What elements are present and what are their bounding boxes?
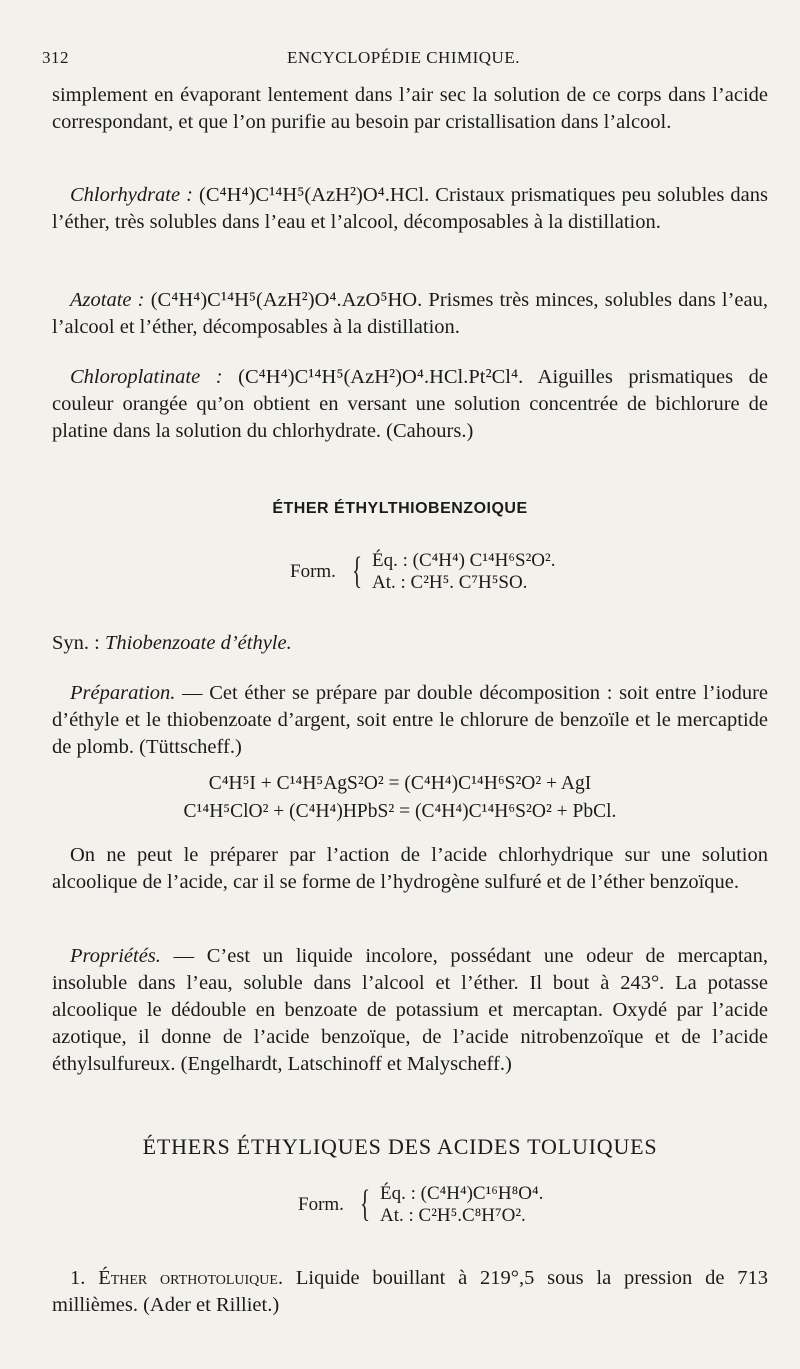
synonym-label: Syn. : <box>52 632 105 654</box>
synonym-line <box>52 630 768 657</box>
properties-text: — C’est un liquide incolore, possédant une odeur de mercaptan, insoluble dans l’eau, soluble dans l’alcool et l’éther. Il bout à 243°. La potasse alcoolique le dédouble en benzoate de potassium et mercaptan. Oxydé par l’acide azotique, il donne de l’acide benzoïque, de l’acide nitrobenzoïque et de l’acide éthylsulfureux. (Engelhardt, Latschinoff et Malyscheff.) <box>52 945 768 1075</box>
chlorhydrate-text: Cristaux prismatiques peu solubles dans l’éther, très solubles dans l’eau et l’alcool, décomposables à la distillation. <box>52 184 768 233</box>
brace-glyph: { <box>352 550 363 592</box>
preparation-text: — Cet éther se prépare par double décomposition : soit entre l’iodure d’éthyle et le thiobenzoate d’argent, soit entre le chlorure de benzoïle et le mercaptide de plomb. (Tüttscheff.) <box>52 682 768 758</box>
orthotoluique-paragraph <box>52 1265 768 1319</box>
brace-glyph-2: { <box>360 1183 371 1225</box>
chloroplatinate-label: Chloroplatinate : <box>70 366 223 388</box>
chlorhydrate-label: Chlorhydrate : <box>70 184 193 206</box>
formula-eq-2: Éq. : (C⁴H⁴)C¹⁶H⁸O⁴. <box>380 1183 544 1204</box>
item-text: Liquide bouillant à 219°,5 sous la pression de 713 millièmes. (Ader et Rilliet.) <box>52 1267 769 1316</box>
formula-block-2 <box>298 1183 598 1231</box>
properties-label: Propriétés. <box>70 945 161 967</box>
reaction-equation-2: C¹⁴H⁵ClO² + (C⁴H⁴)HPbS² = (C⁴H⁴)C¹⁴H⁶S²O² + PbCl. <box>183 801 617 822</box>
chloroplatinate-text: Aiguilles prismatiques de couleur orangée qu’on obtient en versant une solution concentrée de bichlorure de platine dans la solution du chlorhydrate. (Cahours.) <box>52 366 769 442</box>
chloroplatinate-paragraph <box>52 364 768 445</box>
azotate-formula: (C⁴H⁴)C¹⁴H⁵(AzH²)O⁴.AzO⁵HO. <box>150 289 423 311</box>
item-number: 1. <box>70 1267 86 1289</box>
after-reaction-paragraph: On ne peut le préparer par l’action de l’acide chlorhydrique sur une solution alcoolique de l’acide, car il se forme de l’hydrogène sulfuré et de l’éther benzoïque. <box>52 844 768 893</box>
preparation-label: Préparation. <box>70 682 176 704</box>
chloroplatinate-formula: (C⁴H⁴)C¹⁴H⁵(AzH²)O⁴.HCl.Pt²Cl⁴. <box>238 366 524 388</box>
intro-paragraph: simplement en évaporant lentement dans l’air sec la solution de ce corps dans l’acide correspondant, et que l’on purifie au besoin par cristallisation dans l’alcool. <box>52 84 768 133</box>
formula-eq: Éq. : (C⁴H⁴) C¹⁴H⁶S²O². <box>372 550 556 571</box>
chlorhydrate-formula: (C⁴H⁴)C¹⁴H⁵(AzH²)O⁴.HCl. <box>199 184 430 206</box>
chlorhydrate-paragraph <box>52 182 768 236</box>
item-label: Éther orthotoluique. <box>98 1267 284 1289</box>
azotate-text: Prismes très minces, solubles dans l’eau, l’alcool et l’éther, décomposables à la distillation. <box>52 289 768 338</box>
preparation-paragraph <box>52 680 768 761</box>
formula-at-2: At. : C²H⁵.C⁸H⁷O². <box>380 1205 526 1226</box>
properties-paragraph <box>52 943 768 1078</box>
formula-at: At. : C²H⁵. C⁷H⁵SO. <box>372 572 528 593</box>
page-header <box>42 48 765 72</box>
azotate-paragraph <box>52 287 768 341</box>
formula-label: Form. <box>290 561 336 582</box>
reaction-equation-1: C⁴H⁵I + C¹⁴H⁵AgS²O² = (C⁴H⁴)C¹⁴H⁶S²O² + AgI <box>208 773 592 794</box>
formula-block-1 <box>290 550 610 598</box>
section-heading-ethylthiobenzoique: ÉTHER ÉTHYLTHIOBENZOIQUE <box>272 500 528 517</box>
formula-label-2: Form. <box>298 1194 344 1215</box>
synonym-value: Thiobenzoate d’éthyle. <box>104 632 292 654</box>
running-title: ENCYCLOPÉDIE CHIMIQUE. <box>287 48 520 67</box>
page-number: 312 <box>42 48 69 67</box>
azotate-label: Azotate : <box>70 289 145 311</box>
section-heading-toluiques: ÉTHERS ÉTHYLIQUES DES ACIDES TOLUIQUES <box>142 1134 658 1159</box>
